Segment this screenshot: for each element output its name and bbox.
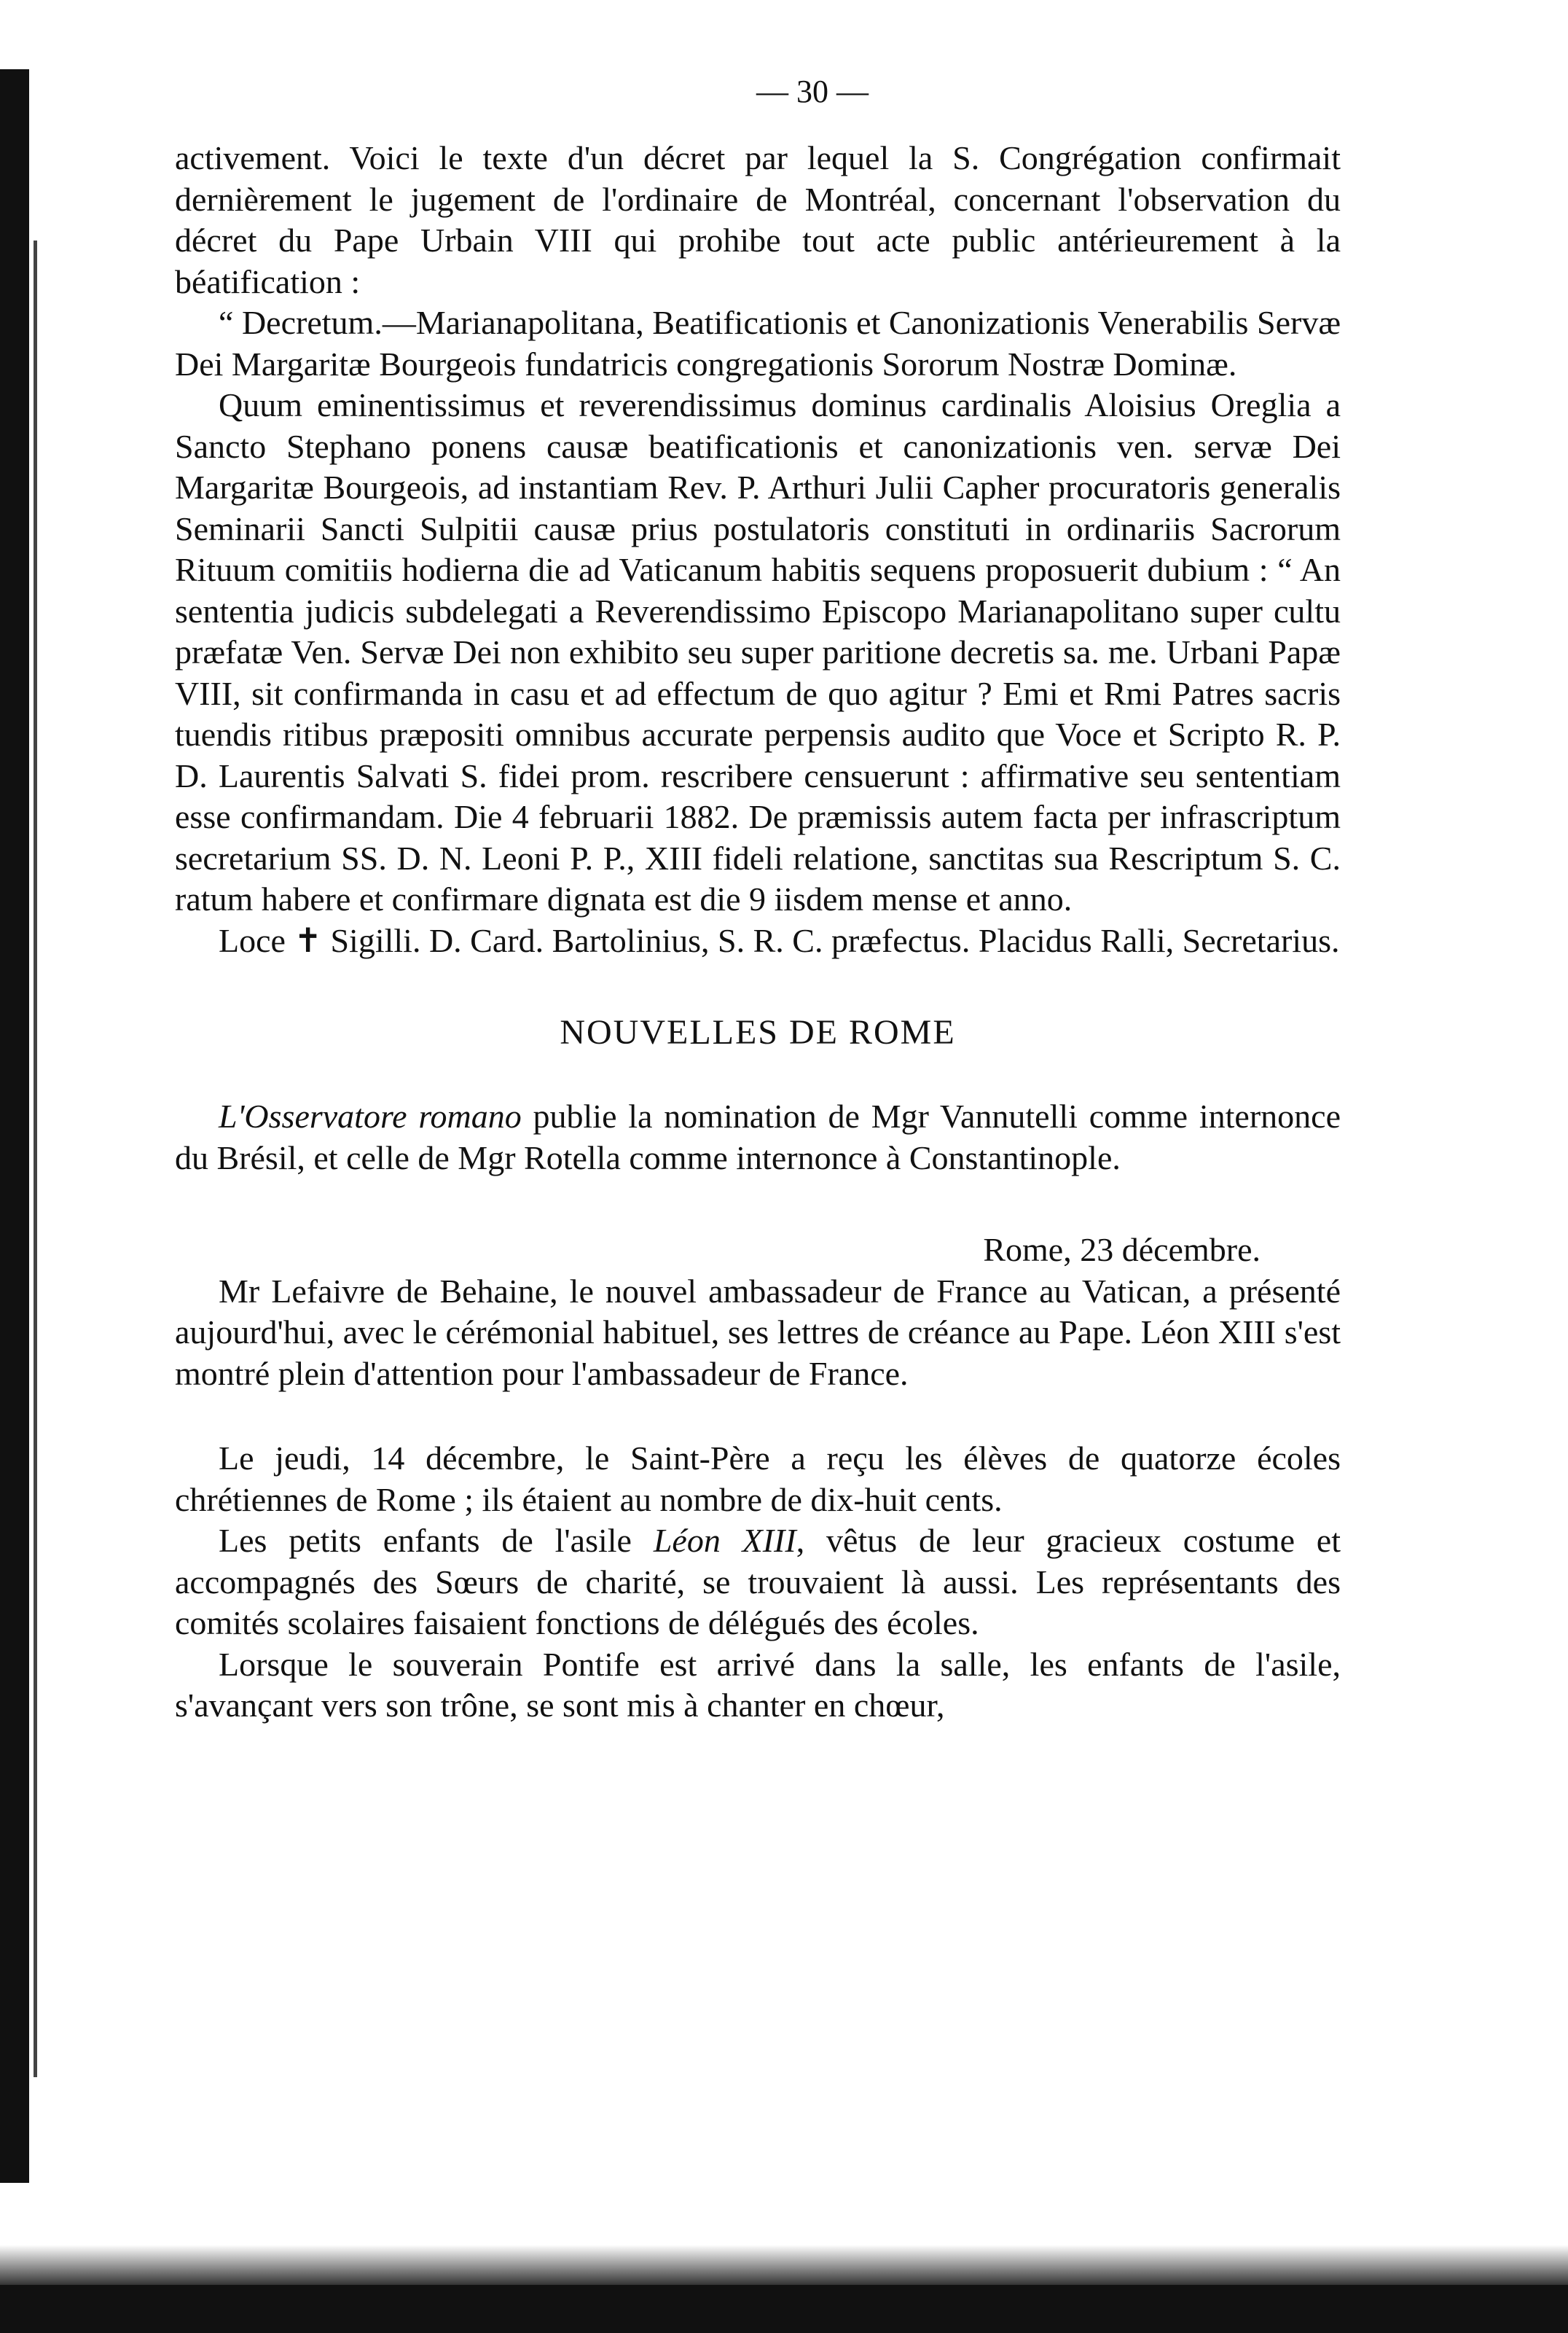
paragraph [175,1096,1341,1179]
news-section [175,1096,1341,1727]
paragraph: activement. Voici le texte d'un décret par lequel la S. Congrégation confirmait dernièrement le jugement de l'ordinaire de Montréal, concernant l'observation du décret du Pape Urbain VIII qui prohibe tout acte public antérieurement à la béatification : [175,139,1341,300]
paragraph-text: , vêtus de leur gracieux costume et accompagnés des Sœurs de charité, se trouvaient là aussi. Les représentants des comités scolaires faisaient fonctions de délégués des écoles. [175,1522,1341,1641]
page-number: — 30 — [756,74,869,109]
dateline: Rome, 23 décembre. [983,1231,1261,1268]
paragraph-text: Les petits enfants de l'asile [219,1522,654,1559]
scan-edge-line [34,241,37,2077]
paragraph: Lorsque le souverain Pontife est arrivé dans la salle, les enfants de l'asile, s'avançant vers son trône, se sont mis à chanter en chœur, [175,1645,1341,1724]
article-continuation [175,138,1341,961]
scan-edge-left [0,69,29,2183]
asylum-name: Léon XIII [653,1522,796,1559]
paragraph [175,1520,1341,1644]
paragraph-text: publie la nomination de Mgr Vannutelli comme internonce du Brésil, et celle de Mgr Rotella comme internonce à Constantinople. [175,1098,1341,1176]
paragraph: “ Decretum.—Marianapolitana, Beatificationis et Canonizationis Venerabilis Servæ Dei Margaritæ Bourgeois fundatricis congregationis Sororum Nostræ Dominæ. [175,304,1341,383]
paragraph: Mr Lefaivre de Behaine, le nouvel ambassadeur de France au Vatican, a présenté aujourd'hui, avec le cérémonial habituel, ses lettres de créance au Pape. Léon XIII s'est montré plein d'attention pour l'ambassadeur de France. [175,1272,1341,1392]
paragraph: Le jeudi, 14 décembre, le Saint-Père a reçu les élèves de quatorze écoles chrétiennes de Rome ; ils étaient au nombre de dix-huit cents. [175,1439,1341,1518]
section-title: NOUVELLES DE ROME [560,1013,956,1052]
scan-edge-bottom [0,2285,1568,2333]
paragraph: Quum eminentissimus et reverendissimus dominus cardinalis Aloisius Oreglia a Sancto Stephano ponens causæ beatificationis et canonizationis ven. servæ Dei Margaritæ Bourgeois, ad instantiam Rev. P. Arthuri Julii Capher procuratoris generalis Seminarii Sancti Sulpitii causæ prius postulatoris constituti in ordinariis Sacrorum Rituum comitiis hodierna die ad Vaticanum habitis sequens proposuerit dubium : “ An sententia judicis subdelegati a Reverendissimo Episcopo Marianapolitano super cultu præfatæ Ven. Servæ Dei non exhibito seu super paritione decretis sa. me. Urbani Papæ VIII, sit confirmanda in casu et ad effectum de quo agitur ? Emi et Rmi Patres sacris tuendis ritibus præpositi omnibus accurate perpensis audito que Voce et Scripto R. P. D. Laurentis Salvati S. fidei prom. rescribere censuerunt : affirmative seu sententiam esse confirmandam. Die 4 februarii 1882. De præmissis autem facta per infrascriptum secretarium SS. D. N. Leoni P. P., XIII fideli relatione, sanctitas sua Rescriptum S. C. ratum habere et confirmare dignata est die 9 iisdem mense et anno. [175,386,1341,918]
paragraph: Loce ✝ Sigilli. D. Card. Bartolinius, S. R. C. præfectus. Placidus Ralli, Secretarius. [219,921,1340,959]
spacer [175,1394,1341,1438]
document-page [175,73,1341,1727]
newspaper-title: L'Osservatore romano [219,1098,522,1135]
scan-edge-bottom-fade [0,2245,1568,2285]
